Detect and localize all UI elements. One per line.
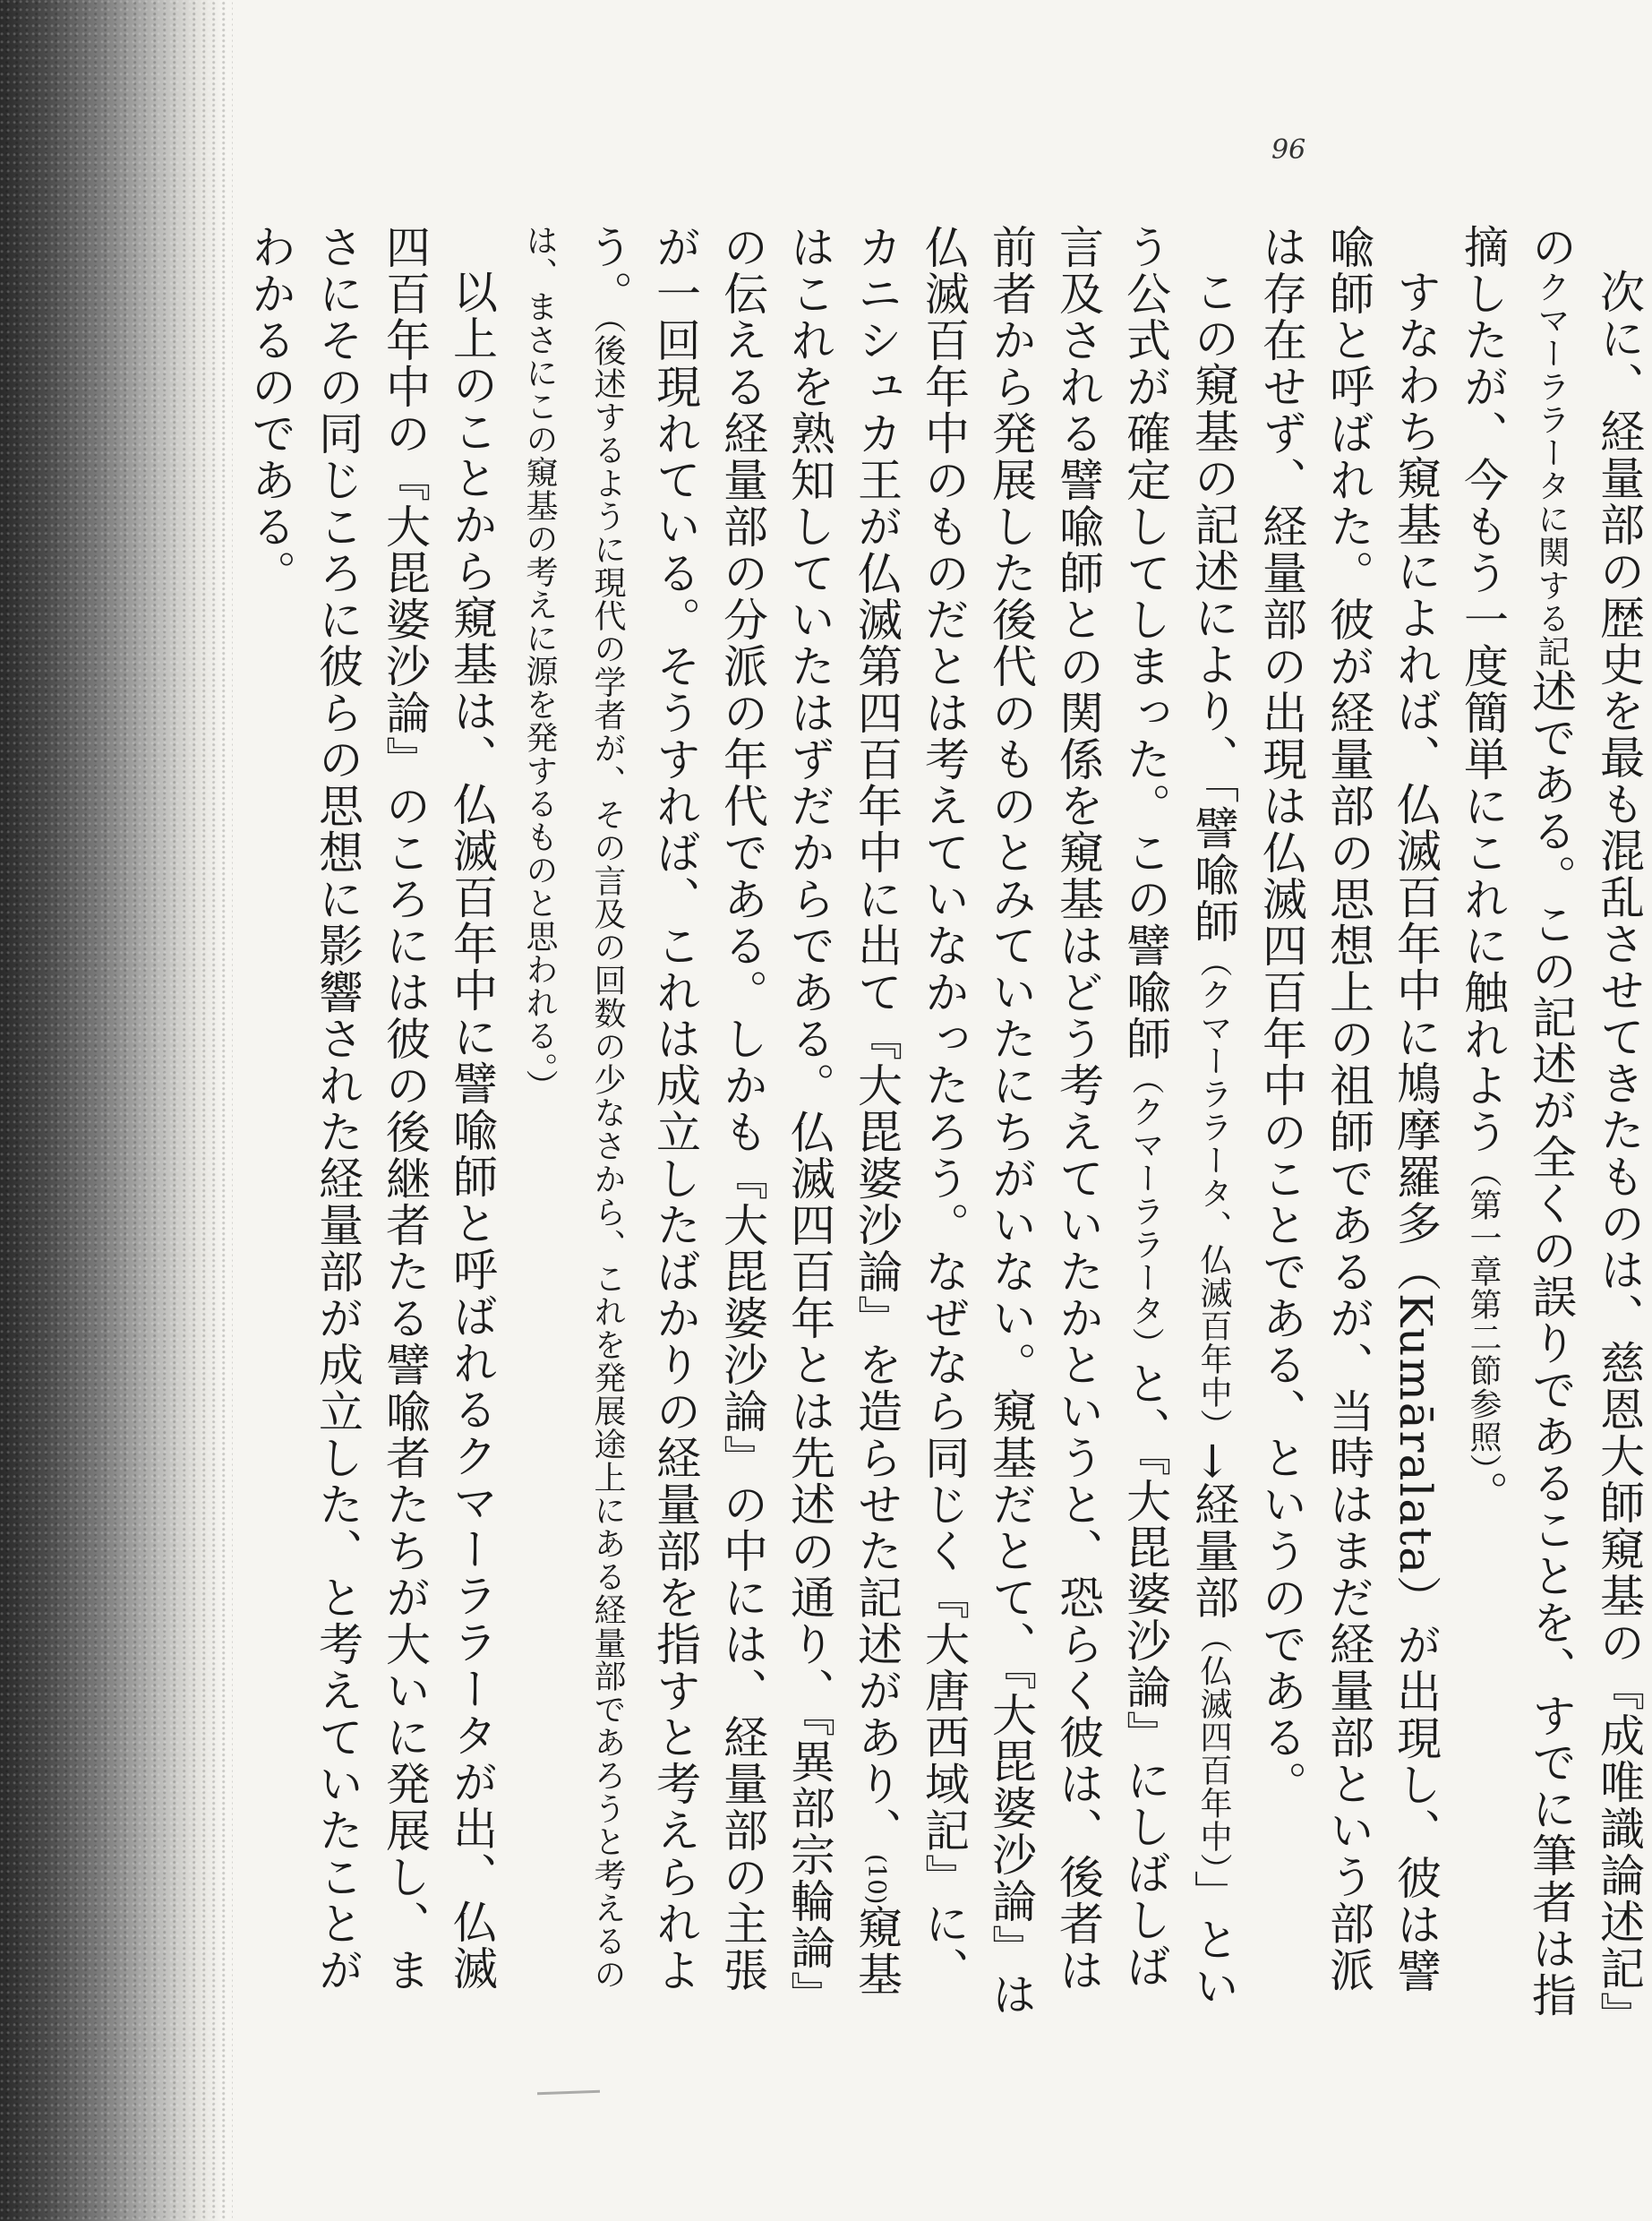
p1-text-b: クマーララータに関する記 bbox=[1533, 270, 1570, 668]
page-number: 96 bbox=[1271, 134, 1306, 166]
p4-text: 以上のことから窺基は、仏滅百年中に譬喩師と呼ばれるクマーララータが出、仏滅四百年中の『大毘婆沙論』のころには彼の後継者たる譬喩者たちが大いに発展し、まさにその同じころに彼らの思想に影響された経量部が成立した、と考えていたことがわかるのである。 bbox=[244, 224, 498, 1994]
scan-noise bbox=[0, 0, 233, 2221]
footnote-ref-10: (10) bbox=[862, 1854, 891, 1905]
scan-smudge bbox=[537, 2090, 600, 2095]
p3-text-e: 」という公式が確定してしまった。この譬喩師 bbox=[1119, 224, 1239, 2010]
p3-text-c: →経量部 bbox=[1187, 1442, 1239, 1621]
paragraph-4 bbox=[236, 224, 505, 2033]
p1-text-e: 。 bbox=[1457, 1471, 1509, 1517]
p3-text-f: （クマーララータ） bbox=[1127, 1062, 1164, 1360]
paragraph-1 bbox=[1449, 224, 1652, 2033]
p2-text: すなわち窺基によれば、仏滅百年中に鳩摩羅多（Kumāralata）が出現し、彼は譬喩師と呼ばれた。彼が経量部の思想上の祖師であるが、当時はまだ経量部という部派は存在せず、経量部の出現は仏滅四百年中のことである、というのである。 bbox=[1255, 224, 1442, 1995]
p1-text-a: 次に、経量部の歴史を最も混乱させてきたものは、慈恩大師窺基の『成唯識論述記』の bbox=[1525, 224, 1645, 2016]
p3-text-g: と、『大毘婆沙論』にしばしば言及される譬喩師との関係を窺基はどう考えていたかというと、恐らく彼は、後者は前者から発展した後代のものとみていたにちがいない。窺基だとて、『大毘婆沙論』は仏滅百年中のものだとは考えていなかったろう。なぜなら同じく『大唐西域記』に、カニシュカ王が仏滅第四百年中に出て『大毘婆沙論』を造らせた記述があり、 bbox=[851, 224, 1171, 2018]
p1-text-c: 述である。この記述が全くの誤りであることを、すでに筆者は指摘したが、今もう一度簡単にこれに触れよう bbox=[1457, 224, 1577, 2019]
p3-text-h: 窺基はこれを熟知していたはずだからである。仏滅四百年とは先述の通り、『異部宗輪論』の伝える経量部の分派の年代である。しかも『大毘婆沙論』の中には、経量部の主張が一回現れている。そうすれば、これは成立したばかりの経量部を指すと考えられよう。 bbox=[581, 224, 903, 2018]
paragraph-3 bbox=[505, 224, 1247, 2033]
p3-text-b: （クマーララータ、仏滅百年中） bbox=[1195, 945, 1232, 1442]
text-area bbox=[236, 224, 1645, 2033]
paragraph-2 bbox=[1247, 224, 1449, 2033]
p3-text-a: この窺基の記述により、「譬喩師 bbox=[1187, 269, 1239, 945]
p1-text-d: （第一章第二節参照） bbox=[1465, 1155, 1502, 1471]
vertical-body-text bbox=[236, 224, 1652, 2033]
p3-text-d: （仏滅四百年中） bbox=[1195, 1620, 1232, 1870]
p3-text-i: （後述するように現代の学者が、その言及の回数の少なさから、これを発展途上にある経量部であろうと考えるのは、まさにこの窺基の考えに源を発するものと思われる。） bbox=[521, 224, 626, 1991]
